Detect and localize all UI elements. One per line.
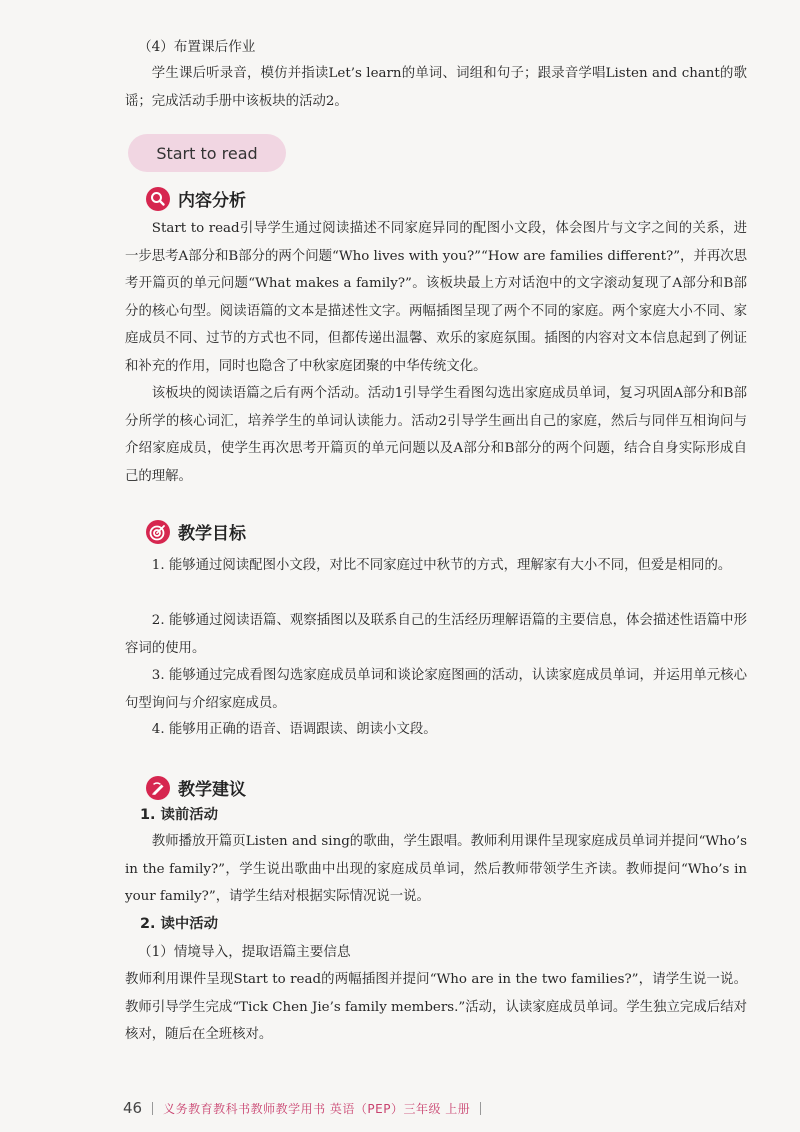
while-reading-heading: 2. 读中活动 — [140, 916, 219, 932]
section-title-label: 教学建议 — [178, 780, 246, 800]
divider — [152, 1102, 153, 1115]
objective-item-4: 4. 能够用正确的语音、语调跟读、朗读小文段。 — [151, 722, 437, 737]
objective-item-2: 2. 能够通过阅读语篇、观察插图以及联系自己的生活经历理解语篇的主要信息，体会描述性语篇中形容词的使用。 — [125, 613, 747, 656]
content-paragraph-1: Start to read引导学生通过阅读描述不同家庭异同的配图小文段，体会图片与文字之间的关系，进一步思考A部分和B部分的两个问题“Who lives with you?”“How are families different?”，并再次思考开篇页的单元问题“What makes a family?”。该板块最上方对话泡中的文字滚动复现了A部分和B部分的核心句型。阅读语篇的文本是描述性文字。两幅插图呈现了两个不同的家庭。两个家庭大小不同、家庭成员不同、过节的方式也不同，但都传递出温馨、欢乐的家庭氛围。插图的内容对文本信息起到了例证和补充的作用，同时也隐含了中秋家庭团聚的中华传统文化。 — [125, 221, 748, 374]
objective-item-3: 3. 能够通过完成看图勾选家庭成员单词和谈论家庭图画的活动，认读家庭成员单词，并运用单元核心句型询问与介绍家庭成员。 — [125, 668, 747, 711]
homework-text: 学生课后听录音，模仿并指读Let’s learn的单词、词组和句子；跟录音学唱Listen and chant的歌谣；完成活动手册中该板块的活动2。 — [125, 66, 747, 109]
magnifier-icon — [146, 187, 170, 211]
while-reading-subheading: （1）情境导入，提取语篇主要信息 — [138, 944, 351, 960]
pen-icon — [146, 776, 170, 800]
pill-label: Start to read — [156, 143, 258, 163]
section-title-label: 内容分析 — [178, 191, 246, 211]
divider — [480, 1102, 481, 1115]
section-title-objectives — [146, 519, 246, 544]
section-title-content-analysis — [146, 186, 246, 211]
content-paragraph-2: 该板块的阅读语篇之后有两个活动。活动1引导学生看图勾选出家庭成员单词，复习巩固A部分和B部分所学的核心词汇，培养学生的单词认读能力。活动2引导学生画出自己的家庭，然后与同伴互相询问与介绍家庭成员，使学生再次思考开篇页的单元问题以及A部分和B部分的两个问题，结合自身实际形成自己的理解。 — [125, 386, 747, 484]
section-title-suggestions — [146, 775, 246, 800]
footer-book-title: 义务教育教科书教师教学用书 英语（PEP）三年级 上册 — [163, 1101, 471, 1116]
while-reading-text: 教师利用课件呈现Start to read的两幅插图并提问“Who are in the two families?”，请学生说一说。教师引导学生完成“Tick Chen Jie’s family members.”活动，认读家庭成员单词。学生独立完成后结对核对，随后在全班核对。 — [125, 972, 747, 1042]
pre-reading-heading: 1. 读前活动 — [140, 807, 219, 823]
section-title-label: 教学目标 — [178, 524, 246, 544]
objective-item-1: 1. 能够通过阅读配图小文段，对比不同家庭过中秋节的方式，理解家有大小不同，但爱是相同的。 — [151, 558, 732, 573]
homework-heading: （4）布置课后作业 — [138, 39, 256, 55]
start-to-read-pill — [128, 134, 286, 172]
page-footer — [123, 1099, 481, 1117]
page-number: 46 — [123, 1099, 143, 1117]
pre-reading-text: 教师播放开篇页Listen and sing的歌曲，学生跟唱。教师利用课件呈现家庭成员单词并提问“Who’s in the family?”，学生说出歌曲中出现的家庭成员单词，然后教师带领学生齐读。教师提问“Who’s in your family?”，请学生结对根据实际情况说一说。 — [125, 834, 747, 904]
target-icon — [146, 520, 170, 544]
